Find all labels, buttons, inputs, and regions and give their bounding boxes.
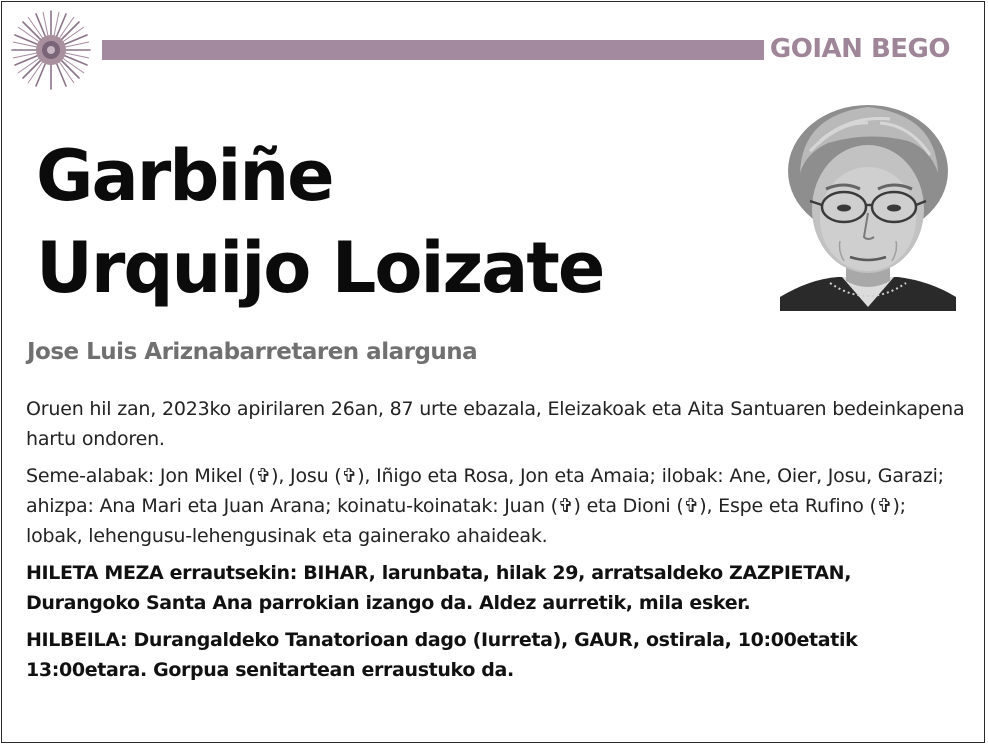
funeral-paragraph: HILETA MEZA errautsekin: BIHAR, larunbata, hilak 29, arratsaldeko ZAZPIETAN, Durangoko Santa Ana parrokian izango da. Aldez aurretik, mila esker. — [26, 562, 852, 614]
location-label: GOIAN BEGO — [769, 34, 950, 64]
obituary-body — [26, 394, 966, 692]
deceased-name — [36, 130, 603, 314]
thistle-flower-icon — [8, 7, 94, 93]
header-bar — [102, 40, 764, 60]
family-paragraph: Seme-alabak: Jon Mikel (✞), Josu (✞), Iñigo eta Rosa, Jon eta Amaia; ilobak: Ane, Oier, Josu, Garazi; ahizpa: Ana Mari eta Juan Arana; koinatu-koinatak: Juan (✞) eta Dioni (✞), Espe eta Rufino (✞); lobak, lehengusu-lehengusinak eta gainerako ahaideak. — [26, 465, 944, 547]
first-name: Garbiñe — [36, 135, 333, 217]
spouse-line: Jose Luis Ariznabarretaren alarguna — [27, 339, 478, 365]
portrait-photo — [780, 101, 956, 311]
obituary-notice — [1, 1, 985, 743]
wake-paragraph: HILBEILA: Durangaldeko Tanatorioan dago (Iurreta), GAUR, ostirala, 10:00etatik 13:00etara. Gorpua senitartean erraustuko da. — [26, 629, 858, 681]
surname: Urquijo Loizate — [36, 227, 604, 309]
death-paragraph: Oruen hil zan, 2023ko apirilaren 26an, 87 urte ebazala, Eleizakoak eta Aita Santuaren bedeinkapena hartu ondoren. — [26, 398, 965, 450]
